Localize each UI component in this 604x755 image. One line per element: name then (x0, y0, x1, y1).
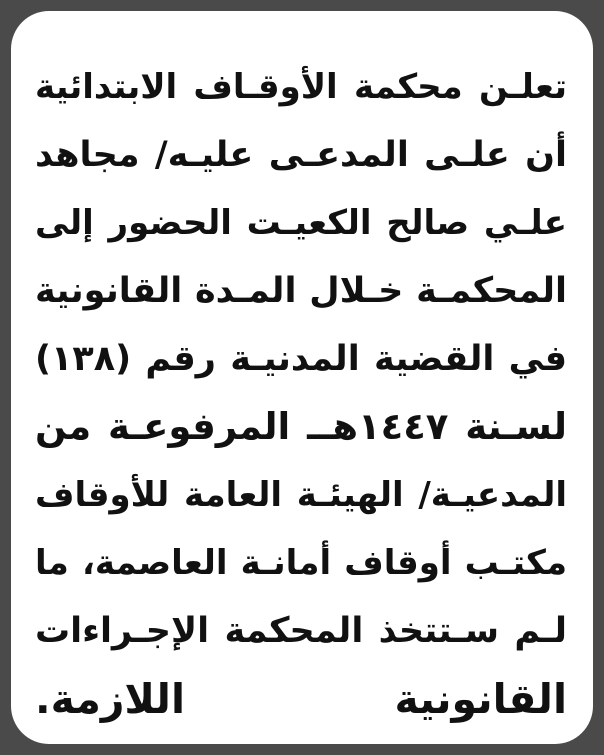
notice-line-8: مكتـب أوقاف أمانـة العاصمة، ما (35, 543, 567, 583)
notice-line-1: تعلـن محكمة الأوقـاف الابتدائية (35, 67, 567, 107)
notice-line-6: لسـنة ١٤٤٧هــ المرفوعـة من (35, 405, 567, 448)
notice-line-4: المحكمـة خـلال المـدة القانونية (35, 271, 567, 311)
notice-card (11, 11, 593, 744)
notice-line-7: المدعيـة/ الهيئـة العامة للأوقاف (35, 475, 567, 515)
notice-line-10: القانونية اللازمة. (35, 675, 567, 723)
notice-line-5: في القضية المدنيـة رقم (١٣٨) (35, 339, 567, 379)
notice-line-9: لـم سـتتخذ المحكمة الإجـراءات (35, 611, 567, 651)
notice-line-3: علـي صالح الكعيـت الحضور إلى (35, 203, 567, 243)
notice-line-2: أن علـى المدعـى عليـه/ مجاهد (35, 135, 567, 175)
